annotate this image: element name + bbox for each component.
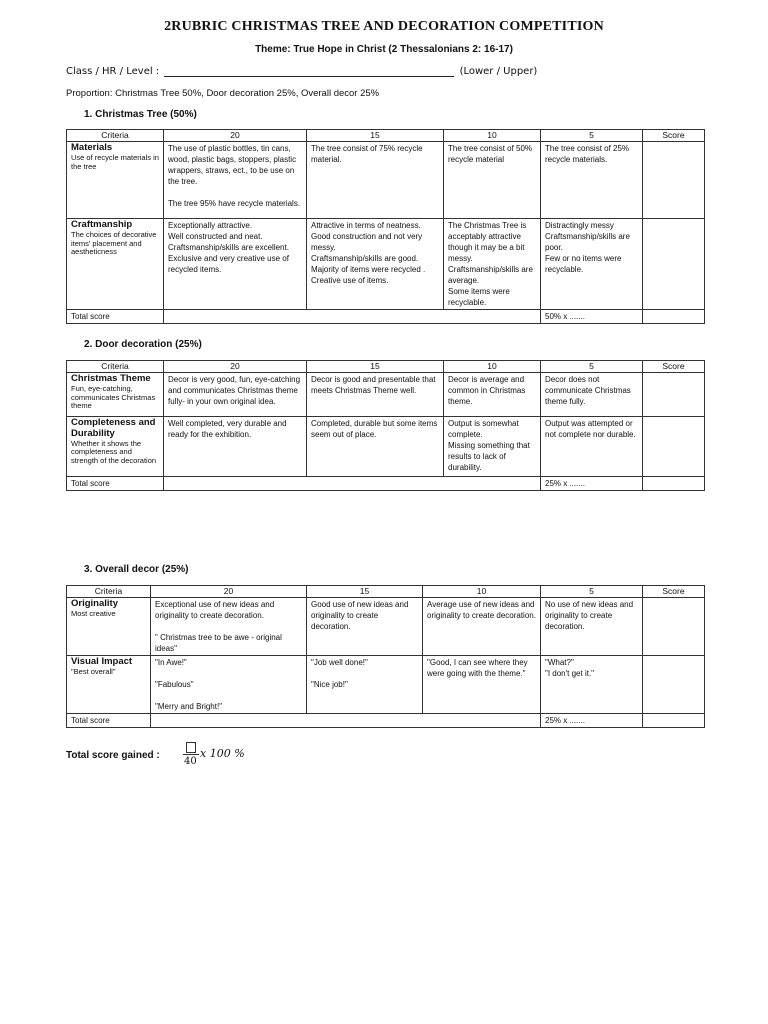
score-10-cell: Output is somewhat complete. Missing something that results to lack of durability. — [444, 417, 541, 477]
criteria-cell — [67, 656, 151, 714]
total-score-entry[interactable] — [643, 714, 705, 728]
criteria-description: "Best overall" — [71, 667, 116, 677]
page-title: 2RUBRIC CHRISTMAS TREE AND DECORATION COMPETITION — [164, 19, 604, 34]
fraction-bar — [183, 754, 199, 755]
score-entry-cell[interactable] — [643, 219, 705, 310]
total-blank-cell — [164, 310, 541, 324]
score-5-cell: Distractingly messy Craftsmanship/skills are poor. Few or no items were recyclable. — [541, 219, 643, 310]
score-15-cell: Good use of new ideas and originality to create decoration. — [307, 598, 423, 656]
total-row — [67, 310, 705, 324]
table-row — [67, 417, 705, 477]
header-10: 10 — [444, 130, 541, 142]
header-5: 5 — [541, 130, 643, 142]
table-row — [67, 373, 705, 417]
score-20-cell: Well completed, very durable and ready for the exhibition. — [164, 417, 307, 477]
criteria-title: Visual Impact — [71, 656, 133, 668]
total-score-label: Total score — [67, 477, 164, 491]
section-3-heading: 3. Overall decor (25%) — [84, 564, 189, 575]
header-15: 15 — [307, 361, 444, 373]
total-formula: 25% x ....... — [541, 714, 643, 728]
total-row — [67, 714, 705, 728]
score-10-cell: Decor is average and common in Christmas theme. — [444, 373, 541, 417]
header-15: 15 — [307, 130, 444, 142]
header-5: 5 — [541, 361, 643, 373]
score-entry-cell[interactable] — [643, 598, 705, 656]
total-score-gained-label: Total score gained : — [66, 750, 160, 761]
criteria-description: Whether it shows the completeness and strength of the decoration — [71, 438, 157, 466]
rubric-table-christmas-tree — [66, 129, 705, 324]
criteria-title: Materials — [71, 142, 113, 153]
header-20: 20 — [164, 130, 307, 142]
score-5-cell: No use of new ideas and originality to create decoration. — [541, 598, 643, 656]
theme-line: Theme: True Hope in Christ (2 Thessalonians 2: 16-17) — [255, 44, 513, 55]
score-10-cell: The Christmas Tree is acceptably attractive though it may be a bit messy. Craftsmanship/skills are average. Some items were recyclable. — [444, 219, 541, 310]
score-20-cell: Decor is very good, fun, eye-catching and communicates Christmas theme fully- in your own original idea. — [164, 373, 307, 417]
criteria-title: Originality — [71, 598, 118, 609]
score-10-cell: "Good, I can see where they were going with the theme." — [423, 656, 541, 714]
total-score-entry[interactable] — [643, 310, 705, 324]
criteria-description: The choices of decorative items' placement and aestheticness — [71, 229, 157, 257]
fraction-multiplier: x 100 % — [200, 747, 245, 760]
total-score-entry[interactable] — [643, 477, 705, 491]
header-criteria: Criteria — [67, 361, 164, 373]
table-row — [67, 656, 705, 714]
score-10-cell: The tree consist of 50% recycle material — [444, 142, 541, 219]
criteria-title: Completeness and Durability — [71, 417, 156, 439]
section-2-heading: 2. Door decoration (25%) — [84, 339, 202, 350]
criteria-cell — [67, 142, 164, 219]
score-5-cell: The tree consist of 25% recycle materials. — [541, 142, 643, 219]
criteria-cell — [67, 373, 164, 417]
criteria-title: Craftmanship — [71, 219, 133, 230]
score-15-cell: The tree consist of 75% recycle material. — [307, 142, 444, 219]
header-score: Score — [643, 586, 705, 598]
class-suffix: (Lower / Upper) — [459, 66, 538, 77]
score-entry-cell[interactable] — [643, 656, 705, 714]
score-5-cell: "What?" "I don't get it." — [541, 656, 643, 714]
score-5-cell: Output was attempted or not complete nor durable. — [541, 417, 643, 477]
table-row — [67, 142, 705, 219]
fraction-denominator: 40 — [184, 756, 197, 767]
table-row — [67, 598, 705, 656]
header-5: 5 — [541, 586, 643, 598]
score-15-cell: Attractive in terms of neatness. Good construction and not very messy. Craftsmanship/skills are good. Majority of items were recycled . Creative use of items. — [307, 219, 444, 310]
header-criteria: Criteria — [67, 130, 164, 142]
header-10: 10 — [444, 361, 541, 373]
header-score: Score — [643, 130, 705, 142]
score-15-cell: Completed, durable but some items seem out of place. — [307, 417, 444, 477]
header-score: Score — [643, 361, 705, 373]
numerator-blank-box[interactable] — [186, 742, 196, 753]
header-criteria: Criteria — [67, 586, 151, 598]
rubric-table-door-decoration — [66, 360, 705, 491]
header-10: 10 — [423, 586, 541, 598]
criteria-description: Most creative — [71, 608, 116, 618]
total-score-fraction — [180, 742, 245, 770]
table-row — [67, 219, 705, 310]
criteria-cell — [67, 417, 164, 477]
criteria-description: Fun, eye-catching, communicates Christmas theme — [71, 383, 156, 411]
score-20-cell: Exceptional use of new ideas and originality to create decoration. " Christmas tree to be awe - original ideas" — [151, 598, 307, 656]
section-1-heading: 1. Christmas Tree (50%) — [84, 109, 197, 120]
score-entry-cell[interactable] — [643, 373, 705, 417]
rubric-table-overall-decor — [66, 585, 705, 728]
header-20: 20 — [151, 586, 307, 598]
score-20-cell: Exceptionally attractive. Well constructed and neat. Craftsmanship/skills are excellent. Exclusive and very creative use of recycled items. — [164, 219, 307, 310]
class-line — [66, 66, 537, 77]
score-15-cell: Decor is good and presentable that meets Christmas Theme well. — [307, 373, 444, 417]
table-header-row — [67, 361, 705, 373]
criteria-cell — [67, 598, 151, 656]
total-formula: 25% x ....... — [541, 477, 643, 491]
score-entry-cell[interactable] — [643, 142, 705, 219]
score-15-cell: "Job well done!" "Nice job!" — [307, 656, 423, 714]
total-score-label: Total score — [67, 310, 164, 324]
score-5-cell: Decor does not communicate Christmas theme fully. — [541, 373, 643, 417]
criteria-title: Christmas Theme — [71, 373, 151, 384]
table-header-row — [67, 586, 705, 598]
class-blank-line — [164, 66, 454, 77]
header-15: 15 — [307, 586, 423, 598]
criteria-description: Use of recycle materials in the tree — [71, 152, 159, 171]
proportion-line: Proportion: Christmas Tree 50%, Door decoration 25%, Overall decor 25% — [66, 88, 380, 99]
total-row — [67, 477, 705, 491]
class-label: Class / HR / Level : — [66, 66, 160, 77]
total-formula: 50% x ....... — [541, 310, 643, 324]
criteria-cell — [67, 219, 164, 310]
score-entry-cell[interactable] — [643, 417, 705, 477]
header-20: 20 — [164, 361, 307, 373]
table-header-row — [67, 130, 705, 142]
score-20-cell: "In Awe!" "Fabulous" "Merry and Bright!" — [151, 656, 307, 714]
total-blank-cell — [164, 477, 541, 491]
score-10-cell: Average use of new ideas and originality to create decoration. — [423, 598, 541, 656]
total-blank-cell — [151, 714, 541, 728]
total-score-label: Total score — [67, 714, 151, 728]
score-20-cell: The use of plastic bottles, tin cans, wood, plastic bags, stoppers, plastic wrappers, straws, ect., to be use on the tree. The tree 95% have recycle materials. — [164, 142, 307, 219]
